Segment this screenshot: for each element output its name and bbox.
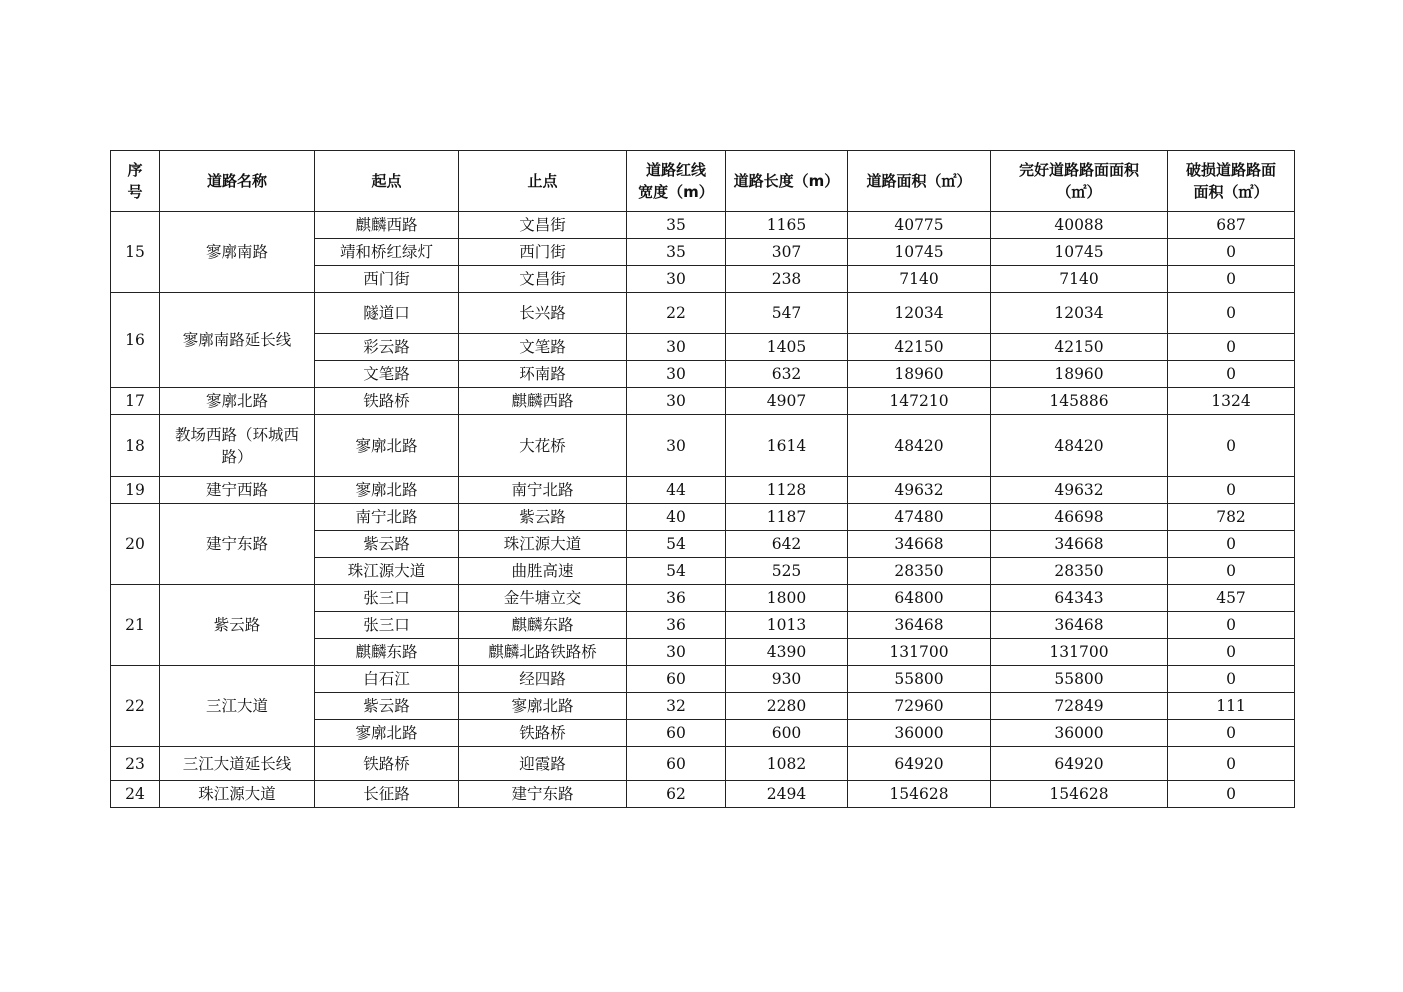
area-cell: 47480 bbox=[848, 504, 991, 531]
damaged-area-cell: 111 bbox=[1168, 693, 1295, 720]
width-cell: 30 bbox=[627, 266, 726, 293]
table-row bbox=[111, 504, 1295, 531]
length-cell: 600 bbox=[726, 720, 848, 747]
area-cell: 10745 bbox=[848, 239, 991, 266]
start-cell: 隧道口 bbox=[315, 293, 459, 334]
damaged-area-cell: 687 bbox=[1168, 212, 1295, 239]
width-cell: 60 bbox=[627, 747, 726, 781]
intact-area-cell: 131700 bbox=[991, 639, 1168, 666]
table-row bbox=[111, 212, 1295, 239]
header-cell-intact-area: 完好道路路面面积 （㎡） bbox=[991, 151, 1168, 212]
damaged-area-cell: 0 bbox=[1168, 781, 1295, 808]
table-header-row bbox=[111, 151, 1295, 212]
intact-area-cell: 36000 bbox=[991, 720, 1168, 747]
intact-area-cell: 42150 bbox=[991, 334, 1168, 361]
seq-cell: 20 bbox=[111, 504, 160, 585]
intact-area-cell: 36468 bbox=[991, 612, 1168, 639]
area-cell: 36468 bbox=[848, 612, 991, 639]
area-cell: 7140 bbox=[848, 266, 991, 293]
area-cell: 18960 bbox=[848, 361, 991, 388]
start-cell: 白石江 bbox=[315, 666, 459, 693]
seq-cell: 19 bbox=[111, 477, 160, 504]
header-cell-damaged-area: 破损道路路面 面积（㎡） bbox=[1168, 151, 1295, 212]
table-row bbox=[111, 477, 1295, 504]
length-cell: 642 bbox=[726, 531, 848, 558]
width-cell: 40 bbox=[627, 504, 726, 531]
road-name-cell: 教场西路（环城西路） bbox=[160, 415, 315, 477]
length-cell: 2494 bbox=[726, 781, 848, 808]
area-cell: 36000 bbox=[848, 720, 991, 747]
intact-area-cell: 64343 bbox=[991, 585, 1168, 612]
length-cell: 1187 bbox=[726, 504, 848, 531]
area-cell: 55800 bbox=[848, 666, 991, 693]
width-cell: 36 bbox=[627, 585, 726, 612]
end-cell: 文昌街 bbox=[459, 266, 627, 293]
intact-area-cell: 40088 bbox=[991, 212, 1168, 239]
length-cell: 4907 bbox=[726, 388, 848, 415]
seq-cell: 15 bbox=[111, 212, 160, 293]
damaged-area-cell: 1324 bbox=[1168, 388, 1295, 415]
damaged-area-cell: 0 bbox=[1168, 334, 1295, 361]
end-cell: 南宁北路 bbox=[459, 477, 627, 504]
damaged-area-cell: 0 bbox=[1168, 720, 1295, 747]
damaged-area-cell: 0 bbox=[1168, 415, 1295, 477]
width-cell: 62 bbox=[627, 781, 726, 808]
start-cell: 张三口 bbox=[315, 585, 459, 612]
start-cell: 铁路桥 bbox=[315, 747, 459, 781]
start-cell: 寥廓北路 bbox=[315, 720, 459, 747]
intact-area-cell: 55800 bbox=[991, 666, 1168, 693]
road-name-cell: 寥廓北路 bbox=[160, 388, 315, 415]
end-cell: 西门街 bbox=[459, 239, 627, 266]
end-cell: 珠江源大道 bbox=[459, 531, 627, 558]
table-row bbox=[111, 415, 1295, 477]
area-cell: 64920 bbox=[848, 747, 991, 781]
damaged-area-cell: 0 bbox=[1168, 612, 1295, 639]
table-row bbox=[111, 585, 1295, 612]
area-cell: 154628 bbox=[848, 781, 991, 808]
area-cell: 48420 bbox=[848, 415, 991, 477]
area-cell: 28350 bbox=[848, 558, 991, 585]
start-cell: 彩云路 bbox=[315, 334, 459, 361]
start-cell: 张三口 bbox=[315, 612, 459, 639]
intact-area-cell: 28350 bbox=[991, 558, 1168, 585]
table-row bbox=[111, 747, 1295, 781]
length-cell: 4390 bbox=[726, 639, 848, 666]
length-cell: 930 bbox=[726, 666, 848, 693]
intact-area-cell: 12034 bbox=[991, 293, 1168, 334]
seq-cell: 21 bbox=[111, 585, 160, 666]
intact-area-cell: 48420 bbox=[991, 415, 1168, 477]
width-cell: 35 bbox=[627, 212, 726, 239]
road-name-cell: 寥廓南路延长线 bbox=[160, 293, 315, 388]
end-cell: 麒麟西路 bbox=[459, 388, 627, 415]
seq-cell: 18 bbox=[111, 415, 160, 477]
start-cell: 紫云路 bbox=[315, 693, 459, 720]
header-cell-end: 止点 bbox=[459, 151, 627, 212]
intact-area-cell: 46698 bbox=[991, 504, 1168, 531]
length-cell: 547 bbox=[726, 293, 848, 334]
header-cell-seq: 序 号 bbox=[111, 151, 160, 212]
length-cell: 525 bbox=[726, 558, 848, 585]
start-cell: 靖和桥红绿灯 bbox=[315, 239, 459, 266]
start-cell: 西门街 bbox=[315, 266, 459, 293]
seq-cell: 17 bbox=[111, 388, 160, 415]
area-cell: 40775 bbox=[848, 212, 991, 239]
end-cell: 寥廓北路 bbox=[459, 693, 627, 720]
table-row bbox=[111, 781, 1295, 808]
start-cell: 寥廓北路 bbox=[315, 477, 459, 504]
road-name-cell: 寥廓南路 bbox=[160, 212, 315, 293]
end-cell: 曲胜高速 bbox=[459, 558, 627, 585]
start-cell: 文笔路 bbox=[315, 361, 459, 388]
intact-area-cell: 34668 bbox=[991, 531, 1168, 558]
width-cell: 54 bbox=[627, 558, 726, 585]
seq-cell: 24 bbox=[111, 781, 160, 808]
intact-area-cell: 10745 bbox=[991, 239, 1168, 266]
intact-area-cell: 72849 bbox=[991, 693, 1168, 720]
end-cell: 迎霞路 bbox=[459, 747, 627, 781]
start-cell: 麒麟东路 bbox=[315, 639, 459, 666]
length-cell: 307 bbox=[726, 239, 848, 266]
length-cell: 2280 bbox=[726, 693, 848, 720]
header-cell-area: 道路面积（㎡） bbox=[848, 151, 991, 212]
width-cell: 22 bbox=[627, 293, 726, 334]
end-cell: 大花桥 bbox=[459, 415, 627, 477]
start-cell: 紫云路 bbox=[315, 531, 459, 558]
damaged-area-cell: 0 bbox=[1168, 531, 1295, 558]
intact-area-cell: 154628 bbox=[991, 781, 1168, 808]
width-cell: 30 bbox=[627, 415, 726, 477]
intact-area-cell: 64920 bbox=[991, 747, 1168, 781]
width-cell: 54 bbox=[627, 531, 726, 558]
road-name-cell: 建宁东路 bbox=[160, 504, 315, 585]
damaged-area-cell: 0 bbox=[1168, 361, 1295, 388]
area-cell: 12034 bbox=[848, 293, 991, 334]
damaged-area-cell: 0 bbox=[1168, 239, 1295, 266]
road-name-cell: 三江大道延长线 bbox=[160, 747, 315, 781]
end-cell: 文笔路 bbox=[459, 334, 627, 361]
road-name-cell: 三江大道 bbox=[160, 666, 315, 747]
area-cell: 42150 bbox=[848, 334, 991, 361]
end-cell: 文昌街 bbox=[459, 212, 627, 239]
start-cell: 南宁北路 bbox=[315, 504, 459, 531]
width-cell: 35 bbox=[627, 239, 726, 266]
area-cell: 49632 bbox=[848, 477, 991, 504]
road-name-cell: 紫云路 bbox=[160, 585, 315, 666]
header-cell-start: 起点 bbox=[315, 151, 459, 212]
end-cell: 麒麟北路铁路桥 bbox=[459, 639, 627, 666]
road-name-cell: 建宁西路 bbox=[160, 477, 315, 504]
road-survey-table bbox=[110, 150, 1295, 808]
end-cell: 经四路 bbox=[459, 666, 627, 693]
length-cell: 238 bbox=[726, 266, 848, 293]
header-cell-length: 道路长度（m） bbox=[726, 151, 848, 212]
length-cell: 1614 bbox=[726, 415, 848, 477]
damaged-area-cell: 0 bbox=[1168, 747, 1295, 781]
seq-cell: 22 bbox=[111, 666, 160, 747]
start-cell: 长征路 bbox=[315, 781, 459, 808]
width-cell: 36 bbox=[627, 612, 726, 639]
length-cell: 1128 bbox=[726, 477, 848, 504]
intact-area-cell: 49632 bbox=[991, 477, 1168, 504]
area-cell: 72960 bbox=[848, 693, 991, 720]
area-cell: 147210 bbox=[848, 388, 991, 415]
seq-cell: 16 bbox=[111, 293, 160, 388]
area-cell: 64800 bbox=[848, 585, 991, 612]
start-cell: 珠江源大道 bbox=[315, 558, 459, 585]
start-cell: 铁路桥 bbox=[315, 388, 459, 415]
width-cell: 60 bbox=[627, 720, 726, 747]
length-cell: 1800 bbox=[726, 585, 848, 612]
end-cell: 麒麟东路 bbox=[459, 612, 627, 639]
intact-area-cell: 145886 bbox=[991, 388, 1168, 415]
length-cell: 1405 bbox=[726, 334, 848, 361]
length-cell: 632 bbox=[726, 361, 848, 388]
width-cell: 30 bbox=[627, 388, 726, 415]
length-cell: 1165 bbox=[726, 212, 848, 239]
damaged-area-cell: 0 bbox=[1168, 639, 1295, 666]
end-cell: 铁路桥 bbox=[459, 720, 627, 747]
intact-area-cell: 7140 bbox=[991, 266, 1168, 293]
end-cell: 环南路 bbox=[459, 361, 627, 388]
damaged-area-cell: 457 bbox=[1168, 585, 1295, 612]
table-row bbox=[111, 388, 1295, 415]
damaged-area-cell: 0 bbox=[1168, 266, 1295, 293]
table-row bbox=[111, 666, 1295, 693]
length-cell: 1013 bbox=[726, 612, 848, 639]
width-cell: 44 bbox=[627, 477, 726, 504]
road-name-cell: 珠江源大道 bbox=[160, 781, 315, 808]
damaged-area-cell: 782 bbox=[1168, 504, 1295, 531]
start-cell: 寥廓北路 bbox=[315, 415, 459, 477]
width-cell: 60 bbox=[627, 666, 726, 693]
damaged-area-cell: 0 bbox=[1168, 558, 1295, 585]
damaged-area-cell: 0 bbox=[1168, 666, 1295, 693]
width-cell: 30 bbox=[627, 361, 726, 388]
seq-cell: 23 bbox=[111, 747, 160, 781]
damaged-area-cell: 0 bbox=[1168, 477, 1295, 504]
end-cell: 建宁东路 bbox=[459, 781, 627, 808]
area-cell: 131700 bbox=[848, 639, 991, 666]
end-cell: 长兴路 bbox=[459, 293, 627, 334]
width-cell: 30 bbox=[627, 334, 726, 361]
width-cell: 30 bbox=[627, 639, 726, 666]
width-cell: 32 bbox=[627, 693, 726, 720]
table-row bbox=[111, 293, 1295, 334]
end-cell: 金牛塘立交 bbox=[459, 585, 627, 612]
intact-area-cell: 18960 bbox=[991, 361, 1168, 388]
damaged-area-cell: 0 bbox=[1168, 293, 1295, 334]
header-cell-road-name: 道路名称 bbox=[160, 151, 315, 212]
length-cell: 1082 bbox=[726, 747, 848, 781]
header-cell-width: 道路红线 宽度（m） bbox=[627, 151, 726, 212]
area-cell: 34668 bbox=[848, 531, 991, 558]
end-cell: 紫云路 bbox=[459, 504, 627, 531]
start-cell: 麒麟西路 bbox=[315, 212, 459, 239]
